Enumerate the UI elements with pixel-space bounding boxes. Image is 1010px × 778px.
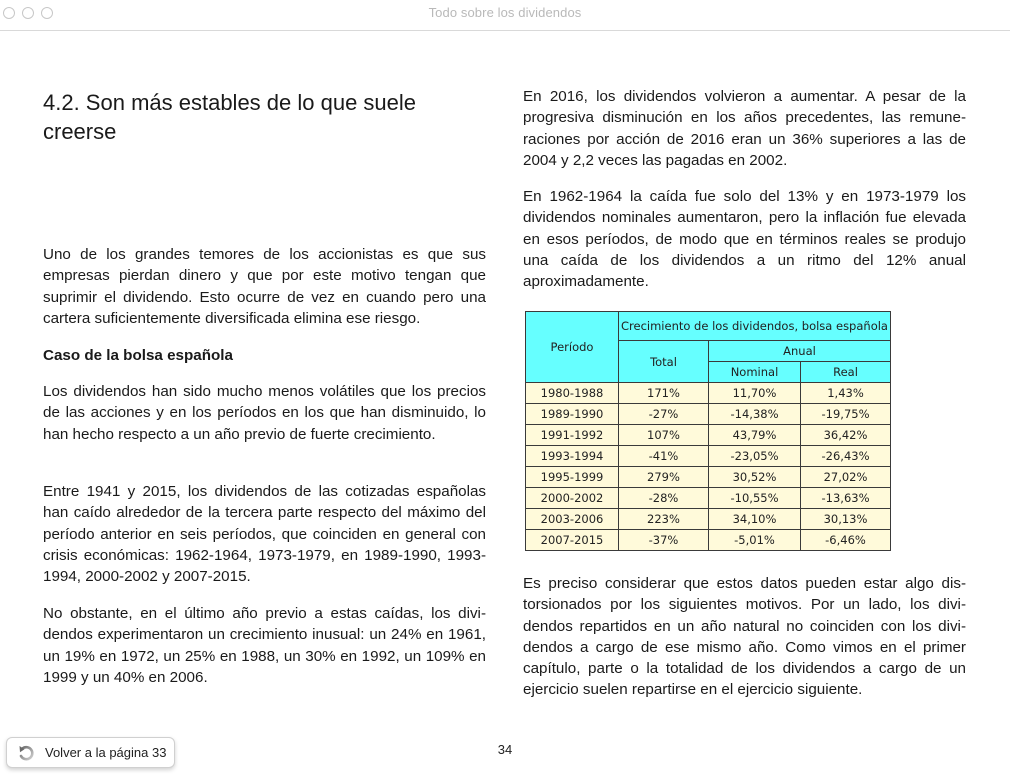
- cell-total: -41%: [619, 446, 709, 467]
- cell-total: -27%: [619, 404, 709, 425]
- right-paragraph-2: En 1962-1964 la caída fue solo del 13% y en 1973-1979 los dividendos nominales aumentaron, pero la inflación fue elevada en esos períodos, de modo que en términos reales se produjo una caída de los dividendos a un ritmo del 12% anual aproximadamente.: [523, 188, 966, 291]
- cell-total: 171%: [619, 383, 709, 404]
- window-titlebar: [0, 0, 1010, 31]
- table-row: [526, 488, 891, 509]
- left-paragraph-4: No obstante, en el último año previo a estas caídas, los dividendos experimentaron un crecimiento inusual: un 24% en 1961, un 19% en 1972, un 25% en 1988, un 30% en 1992, un 109% en 1999 y un 40% en 2006.: [43, 605, 486, 686]
- cell-nominal: 43,79%: [709, 425, 801, 446]
- cell-nominal: -14,38%: [709, 404, 801, 425]
- table-row: [526, 530, 891, 551]
- cell-period: 2003-2006: [526, 509, 619, 530]
- cell-period: 1980-1988: [526, 383, 619, 404]
- page-number: 34: [497, 742, 513, 757]
- header-annual: Anual: [709, 341, 891, 362]
- cell-real: -13,63%: [801, 488, 891, 509]
- cell-nominal: 11,70%: [709, 383, 801, 404]
- cell-total: 223%: [619, 509, 709, 530]
- left-paragraph-1: Uno de los grandes temores de los accionistas es que sus empresas pierdan dinero y que por este motivo tengan que suprimir el dividendo. Esto ocurre de vez en cuando pero una cartera suficientemente diversificada elimina ese riesgo.: [43, 246, 486, 327]
- cell-total: -28%: [619, 488, 709, 509]
- section-title: 4.2. Son más estables de lo que suele creerse: [43, 90, 417, 144]
- header-period: Período: [526, 312, 619, 383]
- cell-period: 1995-1999: [526, 467, 619, 488]
- table-row: [526, 509, 891, 530]
- table-row: [526, 425, 891, 446]
- cell-real: 1,43%: [801, 383, 891, 404]
- header-nominal: Nominal: [709, 362, 801, 383]
- cell-period: 1989-1990: [526, 404, 619, 425]
- cell-real: 30,13%: [801, 509, 891, 530]
- cell-period: 1993-1994: [526, 446, 619, 467]
- cell-real: 36,42%: [801, 425, 891, 446]
- cell-real: -19,75%: [801, 404, 891, 425]
- left-paragraph-2: Los dividendos han sido mucho menos volátiles que los precios de las acciones y en los períodos en los que han disminuido, lo han hecho respecto a un año previo de fuerte crecimiento.: [43, 383, 486, 443]
- window-title: Todo sobre los dividendos: [428, 5, 582, 20]
- cell-nominal: -5,01%: [709, 530, 801, 551]
- cell-real: -6,46%: [801, 530, 891, 551]
- right-paragraph-1: En 2016, los dividendos volvieron a aumentar. A pesar de la progresiva disminución en los años precedentes, las remuneraciones por acción de 2016 eran un 36% superiores a las de 2004 y 2,2 veces las pagadas en 2002.: [523, 88, 966, 169]
- cell-total: -37%: [619, 530, 709, 551]
- cell-period: 2007-2015: [526, 530, 619, 551]
- table-row: [526, 383, 891, 404]
- table-row: [526, 446, 891, 467]
- table-row: [526, 404, 891, 425]
- header-group: Crecimiento de los dividendos, bolsa española: [619, 312, 891, 341]
- right-paragraph-3: Es preciso considerar que estos datos pueden estar algo distorsionados por los siguientes motivos. Por un lado, los dividendos repartidos en un año natural no coinciden con los dividendos a cargo de ese mismo año. Como vimos en el primer capítulo, parte o la totalidad de los dividendos a cargo de un ejercicio suelen repartirse en el ejercicio siguiente.: [523, 575, 966, 699]
- back-to-page-button[interactable]: [6, 737, 175, 768]
- undo-arrow-icon: [15, 742, 37, 764]
- cell-nominal: 30,52%: [709, 467, 801, 488]
- cell-real: -26,43%: [801, 446, 891, 467]
- cell-total: 107%: [619, 425, 709, 446]
- cell-total: 279%: [619, 467, 709, 488]
- subheading-spanish-market: Caso de la bolsa española: [43, 347, 233, 364]
- dividend-growth-table: [525, 311, 891, 551]
- table-row: [526, 467, 891, 488]
- cell-nominal: -23,05%: [709, 446, 801, 467]
- left-paragraph-3: Entre 1941 y 2015, los dividendos de las cotizadas españolas han caído alrededor de la tercera parte respecto del máximo del período anterior en seis períodos, que coinciden en general con crisis económicas: 1962-1964, 1973-1979, en 1989-1990, 1993-1994, 2000-2002 y 2007-2015.: [43, 483, 486, 586]
- header-total: Total: [619, 341, 709, 383]
- cell-nominal: 34,10%: [709, 509, 801, 530]
- cell-period: 2000-2002: [526, 488, 619, 509]
- header-real: Real: [801, 362, 891, 383]
- cell-nominal: -10,55%: [709, 488, 801, 509]
- back-button-label: Volver a la página 33: [45, 745, 167, 760]
- cell-real: 27,02%: [801, 467, 891, 488]
- cell-period: 1991-1992: [526, 425, 619, 446]
